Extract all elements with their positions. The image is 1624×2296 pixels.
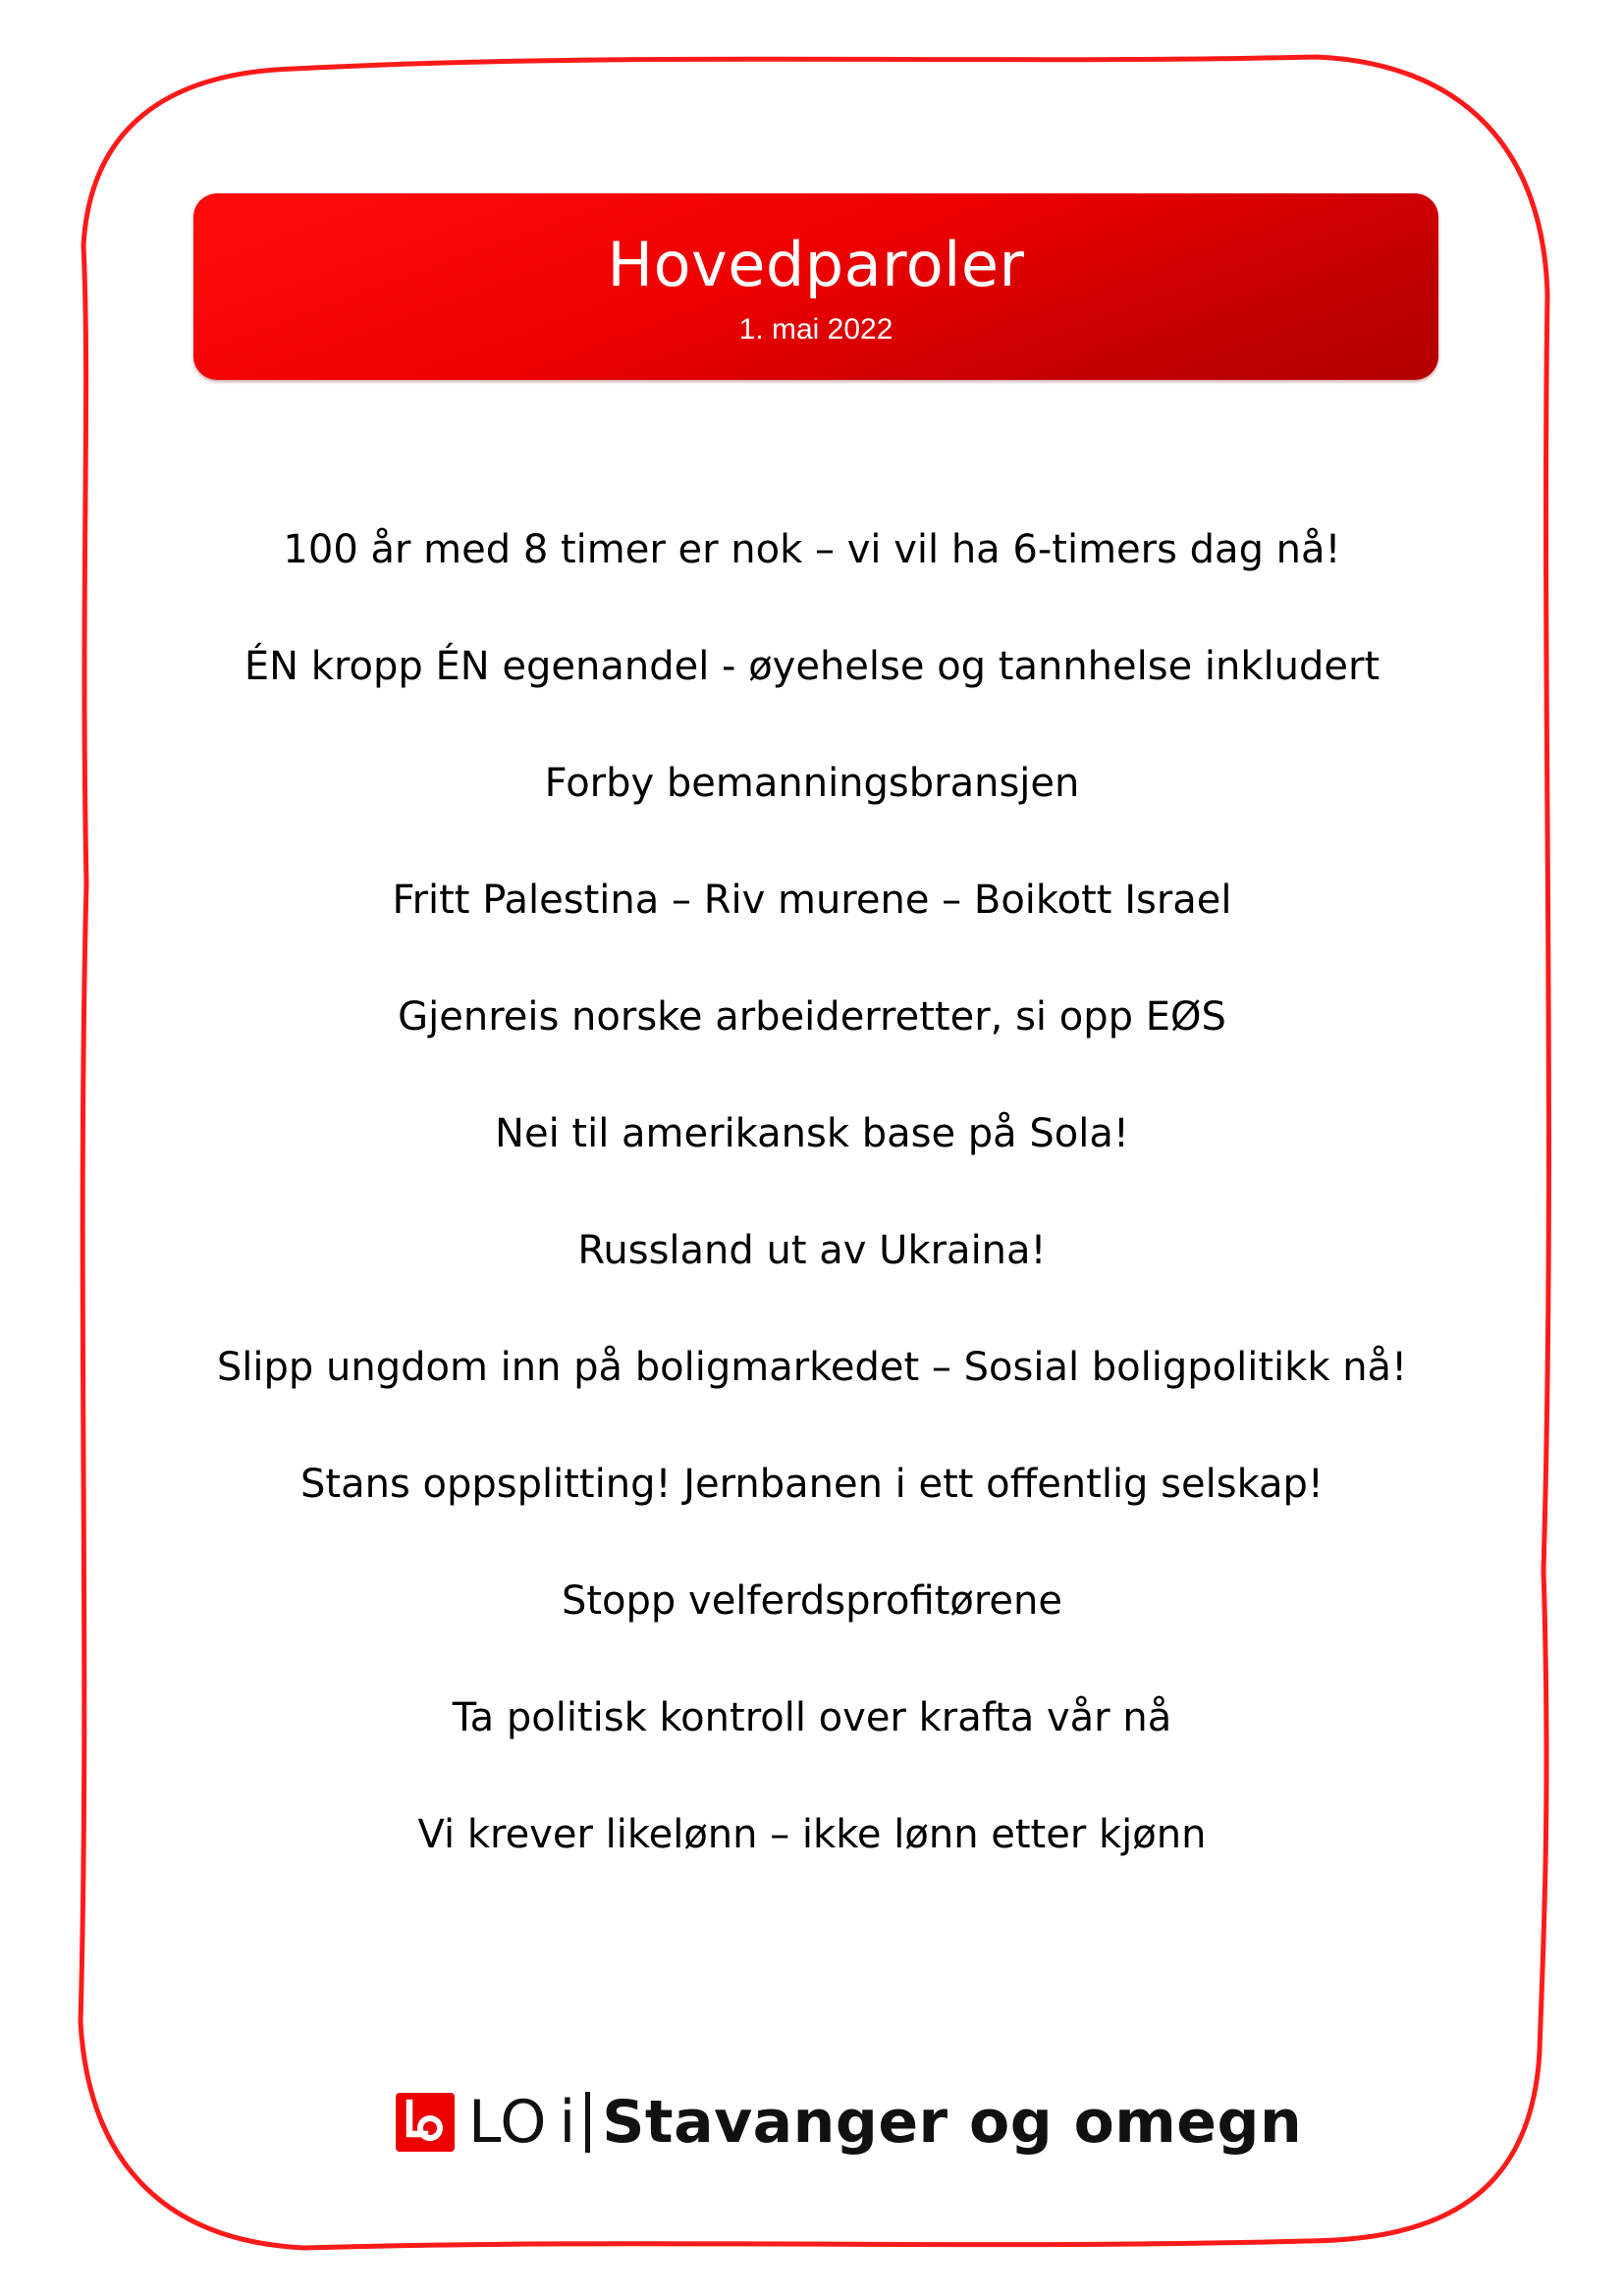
page-date: 1. mai 2022 (738, 313, 893, 346)
parole-item: Nei til amerikansk base på Sola! (495, 1111, 1129, 1156)
logo-separator (585, 2092, 590, 2153)
parole-item: Stopp velferdsprofitørene (561, 1578, 1063, 1624)
logo-name: Stavanger og omegn (602, 2088, 1303, 2157)
parole-item: 100 år med 8 timer er nok – vi vil ha 6-timers dag nå! (283, 527, 1341, 572)
parole-item: Forby bemanningsbransjen (544, 761, 1080, 806)
logo-i: i (559, 2088, 576, 2157)
paroles-list (147, 518, 1477, 1920)
parole-item: Vi krever likelønn – ikke lønn etter kjønn (417, 1812, 1207, 1857)
page-title: Hovedparoler (607, 229, 1025, 300)
lo-logo-icon (396, 2093, 455, 2152)
parole-item: Slipp ungdom inn på boligmarkedet – Sosial boligpolitikk nå! (216, 1345, 1408, 1390)
parole-item: Russland ut av Ukraina! (577, 1228, 1047, 1273)
footer-logo (396, 2083, 1302, 2162)
parole-item: Ta politisk kontroll over krafta vår nå (452, 1695, 1172, 1740)
logo-prefix: LO (468, 2088, 548, 2157)
parole-item: ÉN kropp ÉN egenandel - øyehelse og tannhelse inkludert (244, 644, 1380, 689)
parole-item: Gjenreis norske arbeiderretter, si opp EØS (398, 994, 1226, 1040)
parole-item: Stans oppsplitting! Jernbanen i ett offentlig selskap! (300, 1462, 1324, 1507)
parole-item: Fritt Palestina – Riv murene – Boikott Israel (392, 878, 1232, 923)
header-banner (193, 193, 1438, 380)
